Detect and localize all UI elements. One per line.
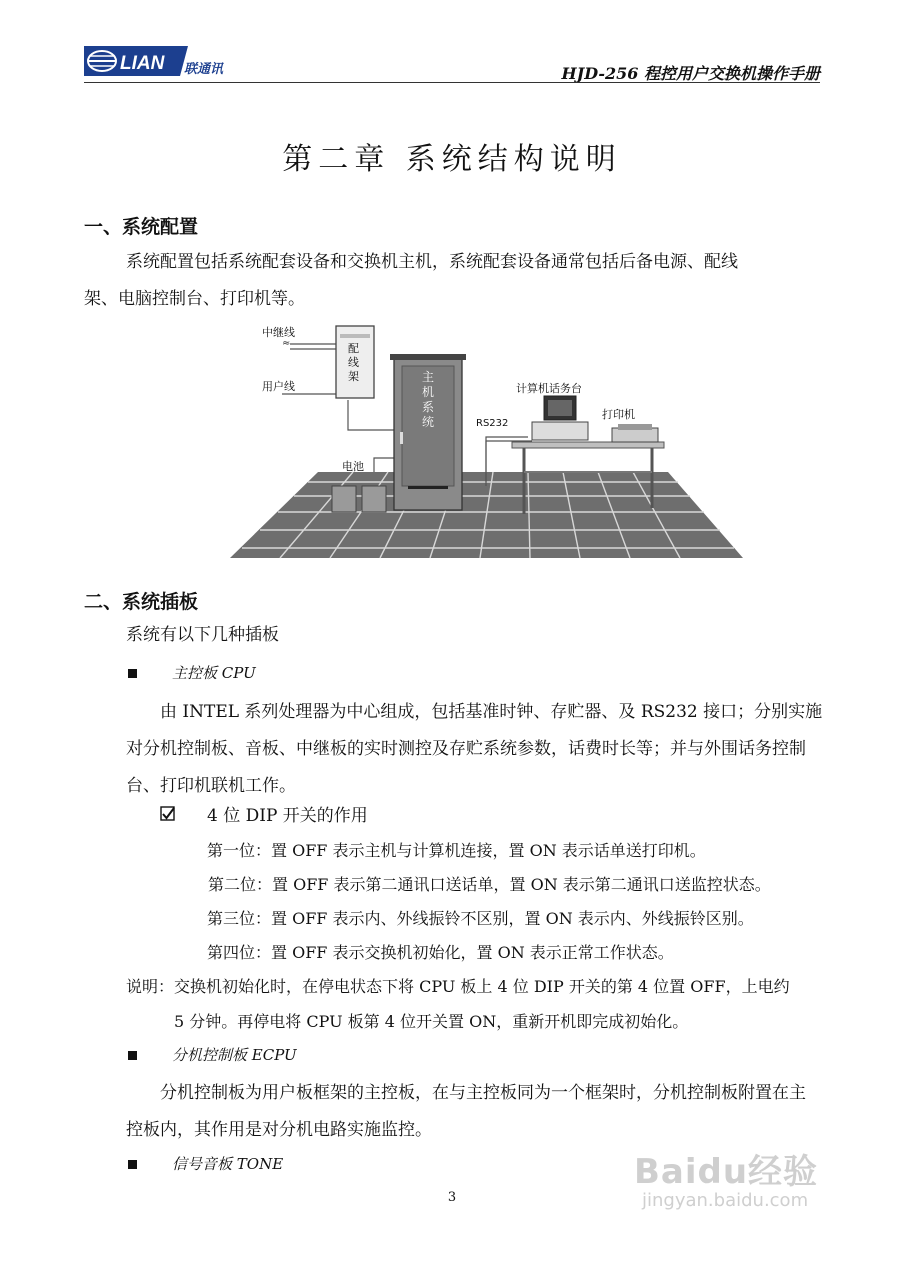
dip-item-1: 第一位：置 OFF 表示主机与计算机连接，置 ON 表示话单送打印机。 xyxy=(207,841,706,860)
cpu-desc-line2: 对分机控制板、音板、中继板的实时测控及存贮系统参数，话费时长等；并与外围话务控制 xyxy=(126,739,806,759)
baidu-watermark xyxy=(634,1140,844,1230)
computer-case xyxy=(532,422,588,440)
battery-1 xyxy=(332,486,356,512)
page-number: 3 xyxy=(447,1190,457,1205)
bullet-square-icon xyxy=(128,669,137,678)
watermark-url: jingyan.baidu.com xyxy=(642,1190,809,1211)
label-battery: 电池 xyxy=(342,460,364,473)
label-trunk-line: 中继线 xyxy=(262,326,295,339)
init-note-line1: 说明：交换机初始化时，在停电状态下将 CPU 板上 4 位 DIP 开关的第 4 位置 OFF，上电约 xyxy=(126,977,790,996)
label-host-system: 主机系统 xyxy=(422,370,435,429)
dip-item-4: 第四位：置 OFF 表示交换机初始化，置 ON 表示正常工作状态。 xyxy=(207,943,674,962)
svg-text:≈: ≈ xyxy=(282,338,291,349)
battery-2 xyxy=(362,486,386,512)
label-mdf: 配线架 xyxy=(348,342,359,383)
system-diagram xyxy=(228,322,748,562)
logo-text: LIAN xyxy=(120,53,165,74)
bullet-square-icon xyxy=(128,1051,137,1060)
company-logo xyxy=(84,42,244,80)
document-title: HJD-256 程控用户交换机操作手册 xyxy=(561,64,820,83)
ecpu-desc-line2: 控板内，其作用是对分机电路实施监控。 xyxy=(126,1120,432,1140)
label-user-line: 用户线 xyxy=(262,380,295,393)
watermark-brand: Baidu经验 xyxy=(634,1152,819,1192)
logo-company-name: 联通讯 xyxy=(184,62,224,77)
config-paragraph-line1: 系统配置包括系统配套设备和交换机主机，系统配套设备通常包括后备电源、配线 xyxy=(126,252,738,272)
board-title-ecpu: 分机控制板 ECPU xyxy=(172,1046,297,1064)
cpu-desc-line1: 由 INTEL 系列处理器为中心组成，包括基准时钟、存贮器、及 RS232 接口；分别实施 xyxy=(160,702,823,722)
dip-item-2: 第二位：置 OFF 表示第二通讯口送话单，置 ON 表示第二通讯口送监控状态。 xyxy=(208,875,771,894)
section-heading-config: 一、系统配置 xyxy=(84,216,199,238)
section-heading-boards: 二、系统插板 xyxy=(84,591,199,613)
chapter-title: 第二章 系统结构说明 xyxy=(282,142,622,177)
board-title-tone: 信号音板 TONE xyxy=(172,1155,284,1173)
label-printer: 打印机 xyxy=(602,408,635,421)
checkbox-checked-icon xyxy=(160,806,176,826)
cpu-desc-line3: 台、打印机联机工作。 xyxy=(126,776,296,796)
boards-intro: 系统有以下几种插板 xyxy=(126,625,279,645)
printer-body xyxy=(612,428,658,442)
dip-item-3: 第三位：置 OFF 表示内、外线振铃不区别，置 ON 表示内、外线振铃区别。 xyxy=(207,909,754,928)
logo-emblem xyxy=(84,42,196,78)
system-diagram-svg xyxy=(228,322,748,562)
init-note-line2: 5 分钟。再停电将 CPU 板第 4 位开关置 ON，重新开机即完成初始化。 xyxy=(174,1012,689,1031)
label-console: 计算机话务台 xyxy=(516,382,582,395)
ecpu-desc-line1: 分机控制板为用户板框架的主控板，在与主控板同为一个框架时，分机控制板附置在主 xyxy=(160,1083,806,1103)
board-title-cpu: 主控板 CPU xyxy=(172,664,256,682)
label-rs232: RS232 xyxy=(476,418,509,429)
dip-switch-title: 4 位 DIP 开关的作用 xyxy=(207,806,368,826)
console-desk xyxy=(512,442,664,448)
bullet-square-icon xyxy=(128,1160,137,1169)
config-paragraph-line2: 架、电脑控制台、打印机等。 xyxy=(84,289,305,309)
header-divider xyxy=(84,82,820,83)
